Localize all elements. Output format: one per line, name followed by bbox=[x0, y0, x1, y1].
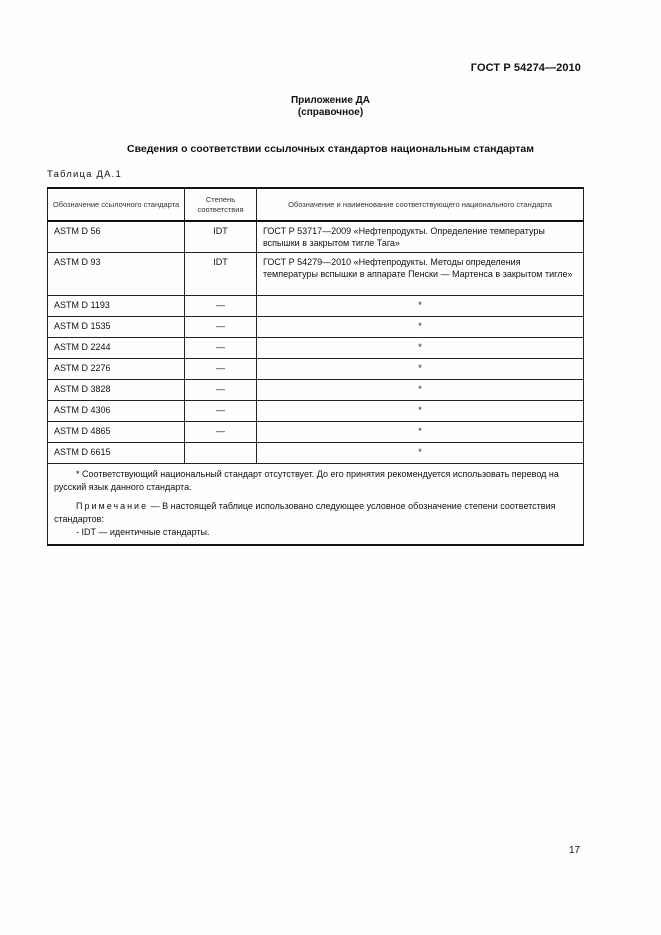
row-national-standard: * bbox=[257, 359, 584, 380]
row-code: ASTM D 4306 bbox=[48, 401, 185, 422]
row-code: ASTM D 2276 bbox=[48, 359, 185, 380]
row-national-standard: * bbox=[257, 338, 584, 359]
row-national-standard: * bbox=[257, 380, 584, 401]
row-national-standard: * bbox=[257, 422, 584, 443]
table-row bbox=[48, 401, 584, 422]
row-national-standard: ГОСТ Р 53717—2009 «Нефтепродукты. Определение температуры вспышки в закрытом тигле Тага» bbox=[257, 221, 584, 253]
row-degree bbox=[185, 443, 257, 464]
table-row bbox=[48, 296, 584, 317]
row-national-standard: * bbox=[257, 296, 584, 317]
row-code: ASTM D 1193 bbox=[48, 296, 185, 317]
row-degree: — bbox=[185, 338, 257, 359]
table-row bbox=[48, 317, 584, 338]
row-code: ASTM D 3828 bbox=[48, 380, 185, 401]
row-code: ASTM D 56 bbox=[48, 221, 185, 253]
footnote-text: * Соответствующий национальный стандарт отсутствует. До его принятия рекомендуется использовать перевод на русский язык данного стандарта. bbox=[54, 469, 559, 492]
row-code: ASTM D 2244 bbox=[48, 338, 185, 359]
row-code: ASTM D 93 bbox=[48, 253, 185, 296]
table-footer-row bbox=[48, 464, 584, 546]
table-row bbox=[48, 380, 584, 401]
row-national-standard: * bbox=[257, 443, 584, 464]
row-national-standard: ГОСТ Р 54279—2010 «Нефтепродукты. Методы определения температуры вспышки в аппарате Пенски — Мартенса в закрытом тигле» bbox=[257, 253, 584, 296]
appendix-title: Приложение ДА bbox=[290, 95, 371, 106]
row-degree: — bbox=[185, 422, 257, 443]
correspondence-table bbox=[47, 187, 584, 546]
note-text: — В настоящей таблице использовано следующее условное обозначение степени соответствия стандартов: bbox=[54, 501, 556, 524]
table-row bbox=[48, 422, 584, 443]
document-code: ГОСТ Р 54274—2010 bbox=[470, 62, 581, 74]
note-paragraph bbox=[54, 500, 577, 526]
row-degree: — bbox=[185, 296, 257, 317]
table-row bbox=[48, 253, 584, 296]
row-national-standard: * bbox=[257, 401, 584, 422]
row-degree: — bbox=[185, 380, 257, 401]
row-degree: IDT bbox=[185, 221, 257, 253]
table-row bbox=[48, 221, 584, 253]
row-degree: — bbox=[185, 317, 257, 338]
note-item: - IDT — идентичные стандарты. bbox=[76, 527, 210, 537]
table-row bbox=[48, 443, 584, 464]
appendix-subtitle: (справочное) bbox=[297, 107, 364, 118]
correspondence-table-container bbox=[47, 187, 583, 546]
header-reference-standard: Обозначение ссылочного стандарта bbox=[48, 188, 185, 221]
row-national-standard: * bbox=[257, 317, 584, 338]
table-footer bbox=[48, 464, 584, 546]
row-degree: IDT bbox=[185, 253, 257, 296]
row-code: ASTM D 1535 bbox=[48, 317, 185, 338]
appendix-heading: Сведения о соответствии ссылочных стандартов национальным стандартам bbox=[127, 143, 534, 155]
table-row bbox=[48, 338, 584, 359]
row-degree: — bbox=[185, 401, 257, 422]
header-degree: Степень соответствия bbox=[185, 188, 257, 221]
page-number: 17 bbox=[569, 845, 581, 856]
header-national-standard: Обозначение и наименование соответствующего национального стандарта bbox=[257, 188, 584, 221]
row-code: ASTM D 6615 bbox=[48, 443, 185, 464]
row-code: ASTM D 4865 bbox=[48, 422, 185, 443]
note-label: Примечание bbox=[76, 501, 149, 511]
row-degree: — bbox=[185, 359, 257, 380]
table-caption: Таблица ДА.1 bbox=[47, 169, 122, 180]
table-row bbox=[48, 359, 584, 380]
table-header-row bbox=[48, 188, 584, 221]
